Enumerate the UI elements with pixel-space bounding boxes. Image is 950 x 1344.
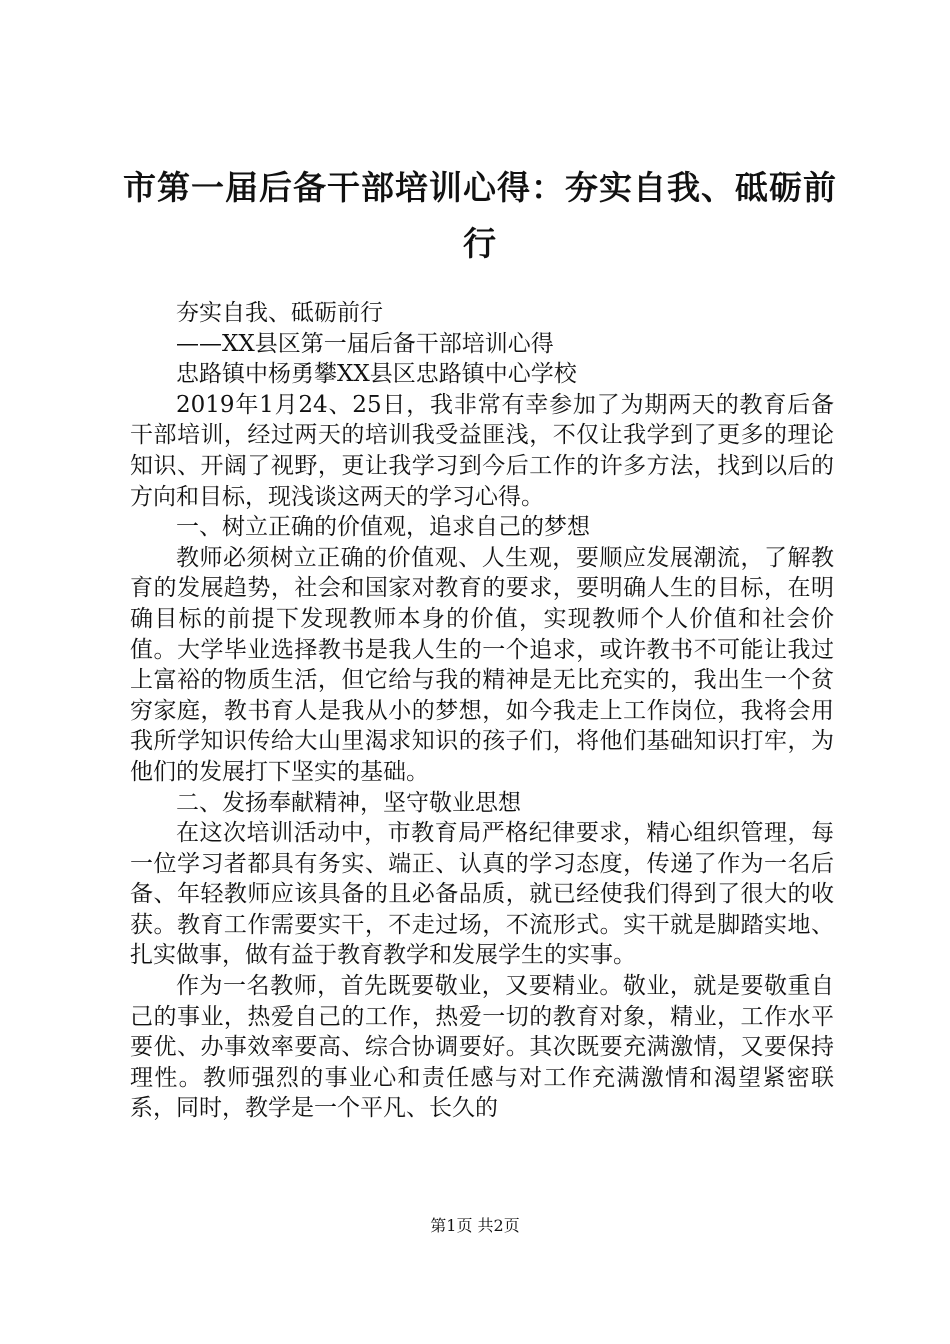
- page-footer: 第1页 共2页: [430, 1216, 520, 1235]
- body-paragraph: 2019年1月24、25日，我非常有幸参加了为期两天的教育后备干部培训，经过两天的培训我受益匪浅，不仅让我学到了更多的理论知识、开阔了视野，更让我学习到今后工作的许多方法，找到以后的方向和目标，现浅谈这两天的学习心得。: [130, 391, 834, 510]
- subtitle-line: 夯实自我、砥砺前行: [176, 300, 383, 326]
- body-paragraph: 作为一名教师，首先既要敬业，又要精业。敬业，就是要敬重自己的事业，热爱自己的工作，热爱一切的教育对象，精业，工作水平要优、办事效率要高、综合协调要好。其次既要充满激情，又要保持理性。教师强烈的事业心和责任感与对工作充满激情和渴望紧密联系，同时，教学是一个平凡、长久的: [130, 973, 834, 1122]
- document-body: [130, 298, 834, 1124]
- section-heading: 二、发扬奉献精神，坚守敬业思想: [176, 789, 521, 816]
- document-title: 市第一届后备干部培训心得：夯实自我、砥砺前行: [123, 168, 837, 263]
- subtitle-line: ——XX县区第一届后备干部培训心得: [176, 330, 554, 357]
- section-heading: 一、树立正确的价值观，追求自己的梦想: [176, 514, 590, 541]
- body-paragraph: 在这次培训活动中，市教育局严格纪律要求，精心组织管理，每一位学习者都具有务实、端正、认真的学习态度，传递了作为一名后备、年轻教师应该具备的且必备品质，就已经使我们得到了很大的收获。教育工作需要实干，不走过场，不流形式。实干就是脚踏实地、扎实做事，做有益于教育教学和发展学生的实事。: [130, 820, 834, 969]
- author-line: 忠路镇中杨勇攀XX县区忠路镇中心学校: [176, 361, 577, 388]
- body-paragraph: 教师必须树立正确的价值观、人生观，要顺应发展潮流，了解教育的发展趋势，社会和国家对教育的要求，要明确人生的目标，在明确目标的前提下发现教师本身的价值，实现教师个人价值和社会价值。大学毕业选择教书是我人生的一个追求，或许教书不可能让我过上富裕的物质生活，但它给与我的精神是无比充实的，我出生一个贫穷家庭，教书育人是我从小的梦想，如今我走上工作岗位，我将会用我所学知识传给大山里渴求知识的孩子们，将他们基础知识打牢，为他们的发展打下坚实的基础。: [130, 544, 834, 785]
